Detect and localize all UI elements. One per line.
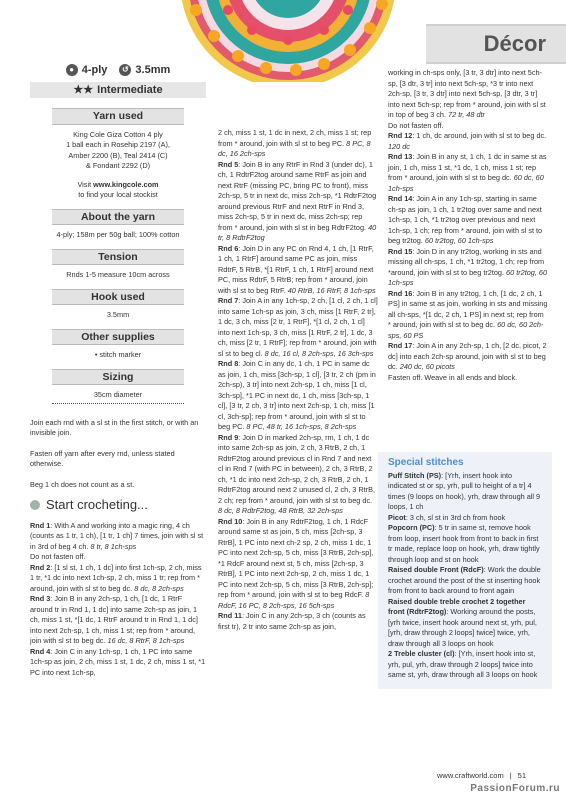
round-number: Rnd 3 bbox=[30, 594, 51, 603]
about-yarn-heading: About the yarn bbox=[52, 209, 184, 226]
stitch-count: 8 PC, 8 dc, 16 2ch-sps bbox=[218, 138, 371, 158]
about-yarn-text: 4-ply; 158m per 50g ball; 100% cotton bbox=[56, 230, 180, 239]
note: Beg 1 ch does not count as a st. bbox=[30, 479, 135, 489]
stitch-count: 72 tr, 48 dtr bbox=[448, 110, 485, 119]
pattern-round bbox=[218, 611, 378, 632]
special-stitches-title: Special stitches bbox=[388, 457, 464, 468]
stitch-count: 8 dc, 16 cl, 8 2ch-sps, 16 3ch-sps bbox=[264, 348, 374, 358]
pattern-round bbox=[30, 594, 206, 647]
left-column bbox=[30, 64, 206, 678]
stitch-count: 120 dc bbox=[388, 141, 410, 151]
stitch-count: 16 dc, 8 RtrF, 8 1ch-sps bbox=[107, 636, 185, 645]
hook-used-heading: Hook used bbox=[52, 289, 184, 306]
visit-text: Visit bbox=[77, 179, 94, 189]
pattern-round bbox=[388, 194, 548, 247]
special-stitch-item bbox=[388, 513, 542, 524]
watermark: PassionForum.ru bbox=[470, 783, 560, 794]
pattern-round bbox=[388, 131, 548, 152]
start-crocheting-label: Start crocheting... bbox=[46, 497, 148, 512]
stitch-name: Puff Stitch (PS) bbox=[388, 470, 442, 480]
stitch-name: Raised double Front (RdcF) bbox=[388, 565, 484, 574]
stitch-count: 8 PC, 48 tr, 16 1ch-sps, 8 2ch-sps bbox=[246, 422, 357, 431]
difficulty-level bbox=[30, 82, 206, 98]
stitch-description: : Work the double crochet around the post of the st inserting hook from front to back around to front again bbox=[388, 565, 541, 595]
round-number: Rnd 1 bbox=[30, 520, 51, 530]
stockist-link[interactable]: www.kingcole.com bbox=[93, 179, 159, 189]
stitch-count: 40 RtrB, 16 RtrF, 8 1ch-sps bbox=[287, 285, 376, 295]
other-supplies-heading: Other supplies bbox=[52, 329, 184, 346]
yarn-ball-icon: ● bbox=[66, 64, 78, 76]
other-supplies-text: • stitch marker bbox=[94, 350, 142, 359]
round-number: Rnd 16 bbox=[388, 288, 413, 298]
pattern-round bbox=[218, 244, 378, 297]
stitch-count: 60 dc, 60 2ch-sps, 60 PS bbox=[388, 320, 544, 340]
pattern-round bbox=[218, 517, 378, 612]
special-stitch-item bbox=[388, 565, 542, 597]
ply-spec bbox=[66, 64, 108, 76]
dotted-divider bbox=[52, 403, 184, 404]
round-instructions: : Join C in any dc, 1 ch, 1 PC in same dc as join, 1 ch, miss [3ch-sp, 1 cl], [3 tr, 2 ch (pm in 2ch-sp), 3 tr] into next 2ch-sp, 1 ch, miss [1 cl, 3ch-sp], *1 PC in next dc, 1 ch, miss [3ch-sp, 1 cl], [3 tr, 2 ch, 3 tr] into next 2ch-sp, 1 ch, miss [1 cl, 3ch-sp]; rep from * around, join with sl st to beg PC. bbox=[218, 359, 376, 431]
special-stitch-item bbox=[388, 471, 542, 513]
round-number: Rnd 2 bbox=[30, 562, 51, 572]
round-instructions: : Join C in any 1ch-sp, 1 ch, 1 PC into same 1ch-sp as join, 2 ch, miss 1 st, 1 dc, 2 ch, miss 1 st, *1 PC into next 1ch-sp, bbox=[30, 646, 206, 677]
footer-url[interactable]: www.craftworld.com bbox=[437, 771, 504, 780]
difficulty-label: Intermediate bbox=[97, 83, 163, 96]
round-instructions: : Join A in any 2ch-sp, 1 ch, [2 dc, picot, 2 dc] into each 2ch-sp around, join with sl st to beg dc. bbox=[388, 341, 547, 371]
stitch-description: : 5 tr in same st, remove hook from loop, insert hook from front to back in first tr made, replace loop on hook, yrh, draw tightly through loop and st on hook bbox=[388, 523, 540, 564]
special-stitches-box bbox=[378, 452, 552, 689]
tension-heading: Tension bbox=[52, 249, 184, 266]
yarn-line: 1 ball each in Rosehip 2197 (A), bbox=[66, 140, 170, 149]
stitch-count: 8 RdcF, 16 PC, 8 2ch-sps, 16 5ch-sps bbox=[218, 590, 370, 610]
round-number: Rnd 11 bbox=[218, 611, 242, 620]
stitch-count: 60 dc, 60 1ch-sps bbox=[388, 173, 544, 193]
pattern-round bbox=[218, 359, 378, 433]
spec-line bbox=[30, 64, 206, 76]
sizing-heading: Sizing bbox=[52, 369, 184, 386]
pattern-round bbox=[218, 160, 378, 244]
round-instructions: : Join B in any st, 1 ch, 1 dc in same st as join, 1 ch, miss 1 st, *1 dc, 1 ch, miss 1 st; rep from * around, join with sl st to beg dc. bbox=[388, 152, 547, 182]
stitch-count: 60 tr2tog, 60 1ch-sps bbox=[388, 267, 548, 287]
pattern-round bbox=[388, 68, 548, 121]
stitch-name: 2 Treble cluster (cl) bbox=[388, 649, 455, 658]
stockist-line bbox=[30, 180, 206, 191]
stitch-count: 8 dc, 8 2ch-sps bbox=[134, 583, 184, 593]
ply-label: 4-ply bbox=[81, 63, 108, 76]
stitch-name: Raised double treble crochet 2 together front (RdtrF2tog) bbox=[388, 596, 526, 616]
round-instructions: Fasten off. Weave in all ends and block. bbox=[388, 372, 518, 382]
round-instructions: : Join D in marked 2ch-sp, rm, 1 ch, 1 dc into same 2ch-sp as join, 2 ch, 3 RtrB, 2 ch, 1 RdtrF2tog around previous cl in Rnd 7 and next cl in Rnd 7 (with PC in between), 2 ch, 3 RtrB, 2 ch, *1 dc into next 2ch-sp, 2 ch, 3 RtrB, 2 ch, 1 RdtrF2tog around next 2 unused cl, 2 ch, 3 RtrB, 2 ch; rep from * around, join with sl st to beg dc. bbox=[218, 432, 375, 505]
stitch-count: 40 tr, 8 RdtrF2tog bbox=[218, 222, 377, 242]
round-number: Rnd 9 bbox=[218, 432, 239, 442]
stitch-description: : [Yrh, insert hook into indicated st or sp, yrh, pull to height of a tr] 4 times (9 loops on hook), yrh, draw through all 9 loops, 1 ch bbox=[388, 470, 541, 511]
special-stitch-item bbox=[388, 597, 542, 650]
pattern-round bbox=[218, 296, 378, 359]
note: Fasten off yarn after every rnd, unless stated otherwise. bbox=[30, 448, 175, 468]
hook-icon: ↺ bbox=[119, 64, 131, 76]
hook-used-text: 3.5mm bbox=[106, 310, 130, 319]
hook-spec bbox=[119, 64, 170, 76]
yarn-line: & Fondant 2292 (D) bbox=[85, 161, 151, 170]
yarn-used-text bbox=[30, 130, 206, 201]
pattern-round bbox=[388, 152, 548, 194]
right-column bbox=[388, 68, 548, 383]
stitch-description: : [Yrh, insert hook into st, yrh, pul, yrh, draw through 2 loops] twice into same st, yrh, draw through all 3 loops on hook bbox=[388, 649, 538, 679]
round-instructions: : With A and working into a magic ring, 4 ch (counts as 1 tr, 1 ch), [1 tr, 1 ch] 7 times, join with sl st in 3rd of beg 4 ch. bbox=[30, 520, 204, 551]
stitch-name: Picot bbox=[388, 512, 406, 522]
round-instructions: : Join A in any 1ch-sp, 2 ch, [1 cl, 2 ch, 1 cl] into same 1ch-sp as join, 3 ch, miss [1 RtrF, 2 tr], 1 dc, 3 ch, miss [2 tr, 1 RtrF], *[1 cl, 2 ch, 1 cl] into next 1ch-sp, 3 ch, miss [1 RtrF, 2 tr], 1 dc, 3 ch, miss [2 tr, 1 RtrF]; rep from * around, join with sl st to beg cl. bbox=[218, 296, 378, 358]
pattern-round bbox=[30, 521, 206, 553]
round-number: Rnd 13 bbox=[388, 152, 413, 161]
round-instructions: : Join C in any 2ch-sp, 3 ch (counts as first tr), 2 tr into same 2ch-sp as join, bbox=[218, 611, 366, 631]
stitch-name: Popcorn (PC) bbox=[388, 523, 435, 532]
note: Join each rnd with a sl st in the first stitch, or with an invisible join. bbox=[30, 417, 199, 437]
page-footer bbox=[437, 771, 526, 780]
round-instructions: : 1 ch, dc around, join with sl st to beg dc. bbox=[412, 131, 547, 140]
yarn-line: Amber 2200 (B), Teal 2414 (C) bbox=[68, 150, 168, 160]
pattern-round bbox=[388, 373, 548, 384]
pattern-round bbox=[30, 563, 206, 595]
pattern-round bbox=[218, 128, 378, 160]
pattern-round bbox=[218, 433, 378, 517]
special-stitch-item bbox=[388, 523, 542, 565]
round-instructions: : Join B in any tr2tog, 1 ch, [1 dc, 2 ch, 1 PS] in same st as join, working in sts and missing all ch-sps, *[1 dc, 2 ch, 1 PS] in next st; rep from * around, join with sl st to beg dc. bbox=[388, 288, 548, 329]
round-number: Rnd 12 bbox=[388, 131, 413, 140]
round-number: Rnd 7 bbox=[218, 296, 239, 305]
round-instructions: : Join B in any 2ch-sp, 1 ch, [1 dc, 1 RtrF around tr in Rnd 1, 1 dc] into same 2ch-sp as join, 1 ch, miss 1 st, *[1 dc, 1 RtrF around tr in Rnd 1, 1 dc] into next 2ch-sp, 1 ch, miss 1 st; rep from * around, join with sl st to beg dc. bbox=[30, 594, 198, 645]
page-number: 51 bbox=[517, 771, 526, 780]
footer-separator: | bbox=[509, 771, 512, 780]
difficulty-stars: ★★ bbox=[73, 83, 94, 96]
stitch-description: : Working around the posts, [yrh twice, insert hook around next st, yrh, pul, [yrh, draw through 2 loops] twice] twice, yrh, draw through all 3 loops on hook bbox=[388, 607, 537, 648]
stitch-description: : 3 ch, sl st in 3rd ch from hook bbox=[405, 512, 506, 522]
stitch-count: 60 tr2tog, 60 1ch-sps bbox=[424, 236, 494, 245]
pattern-round bbox=[388, 341, 548, 373]
round-number: Rnd 10 bbox=[218, 516, 243, 526]
round-number: Rnd 5 bbox=[218, 159, 239, 169]
sizing-text: 35cm diameter bbox=[93, 390, 143, 399]
round-instructions: Do not fasten off. bbox=[30, 552, 86, 561]
tension-text: Rnds 1-5 measure 10cm across bbox=[66, 270, 170, 279]
pattern-round bbox=[388, 289, 548, 342]
section-title: Décor bbox=[483, 31, 546, 56]
stitch-count: 240 dc, 60 picots bbox=[399, 362, 455, 371]
start-crocheting-heading bbox=[30, 497, 206, 512]
special-stitches-list bbox=[388, 471, 542, 681]
round-instructions: : Join A in any 1ch-sp, starting in same ch-sp as join, 1 ch, 1 tr2tog over same and next 1ch-sp, 1 ch, *1 tr2tog over previous and next 1ch-sp, 1 ch; rep from * around, join with sl st to beg tr2tog. bbox=[388, 194, 543, 245]
section-banner bbox=[426, 24, 566, 64]
round-instructions: working in ch-sps only, [3 tr, 3 dtr] into next 5ch-sp, [3 dtr, 3 tr] into next 5ch-sp, *3 tr into next 2ch-sp, [3 tr, 3 dtr] into next 5ch-sp, [3 dtr, 3 tr] into next 5ch-sp; rep from * around, join with sl st in top of beg 3 ch. bbox=[388, 68, 546, 119]
round-number: Rnd 15 bbox=[388, 246, 413, 256]
round-instructions: : Join D in any PC on Rnd 4, 1 ch, [1 RtrF, 1 ch, 1 RtrF] around same PC as join, miss RdtrF, 5 RtrB, *[1 RtrF, 1 ch, 1 RtrF] around next PC, miss RdtrF, 5 RtrB; rep from * around, join with sl st to beg RtrF. bbox=[218, 243, 374, 295]
left-rounds bbox=[30, 521, 206, 679]
round-number: Rnd 17 bbox=[388, 341, 413, 350]
yarn-line: King Cole Giza Cotton 4 ply bbox=[73, 129, 163, 139]
round-instructions: : [1 sl st, 1 ch, 1 dc] into first 1ch-sp, 2 ch, miss 1 tr, *1 dc into next 1ch-sp, 2 ch, miss 1 tr; rep from * around, join with sl st to beg dc. bbox=[30, 562, 202, 593]
stockist-text: to find your local stockist bbox=[78, 190, 158, 199]
pattern-round bbox=[388, 247, 548, 289]
round-instructions: 2 ch, miss 1 st, 1 dc in next, 2 ch, miss 1 st; rep from * around, join with sl st to beg PC. bbox=[218, 128, 372, 148]
stitch-count: 8 tr, 8 1ch-sps bbox=[90, 541, 137, 551]
pattern-round bbox=[30, 552, 206, 563]
round-number: Rnd 4 bbox=[30, 646, 51, 656]
round-number: Rnd 8 bbox=[218, 359, 239, 368]
hook-label: 3.5mm bbox=[135, 63, 171, 76]
round-instructions: : Join D in any tr2tog, working in sts and missing all ch-sps, 1 ch, *1 tr2tog, 1 ch; rep from *around, join with sl st to beg tr2tog. bbox=[388, 246, 545, 277]
middle-column bbox=[218, 128, 378, 632]
pattern-round bbox=[30, 647, 206, 679]
round-number: Rnd 14 bbox=[388, 194, 413, 203]
special-stitch-item bbox=[388, 649, 542, 681]
bullet-dot-icon bbox=[30, 500, 40, 510]
round-instructions: : Join B in any RtrF in Rnd 3 (under dc), 1 ch, 1 RdtrF2tog around same RtrF as join and next RtrF (missing PC, bring PC to front), miss 2ch-sp, 5 tr in next dc, miss 2ch-sp, *1 RdtrF2tog around previous RtrF and next RtrF in Rnd 3, miss 2ch-sp, 5 tr in next dc, miss 2ch-sp; rep from * around, join with sl st in beg RdtrF2tog. bbox=[218, 159, 377, 232]
pattern-round bbox=[388, 121, 548, 132]
stitch-count: 8 dc, 8 RdtrF2tog, 48 RtrB, 32 2ch-sps bbox=[218, 506, 343, 515]
round-instructions: Do not fasten off. bbox=[388, 120, 444, 130]
round-number: Rnd 6 bbox=[218, 243, 239, 253]
round-instructions: : Join B in any RdtrF2tog, 1 ch, 1 RdcF around same st as join, 5 ch, miss [2ch-sp, 3 RtrB], 1 PC into next ch-2 sp, 2 ch, miss 1 dc, 1 PC into next 2ch-sp, 5 ch, miss [3 RtrB, 2ch-sp], *1 RdcF around next st, 5 ch, miss [2ch-sp, 3 RtrB], 1 PC into next 2ch-sp, 2 ch, miss 1 dc, 1 PC into next 2ch-sp, 5 ch, miss [3 RtrB, 2ch-sp]; rep from * around, join with sl st to beg RdcF. bbox=[218, 516, 374, 599]
yarn-used-heading: Yarn used bbox=[52, 108, 184, 125]
